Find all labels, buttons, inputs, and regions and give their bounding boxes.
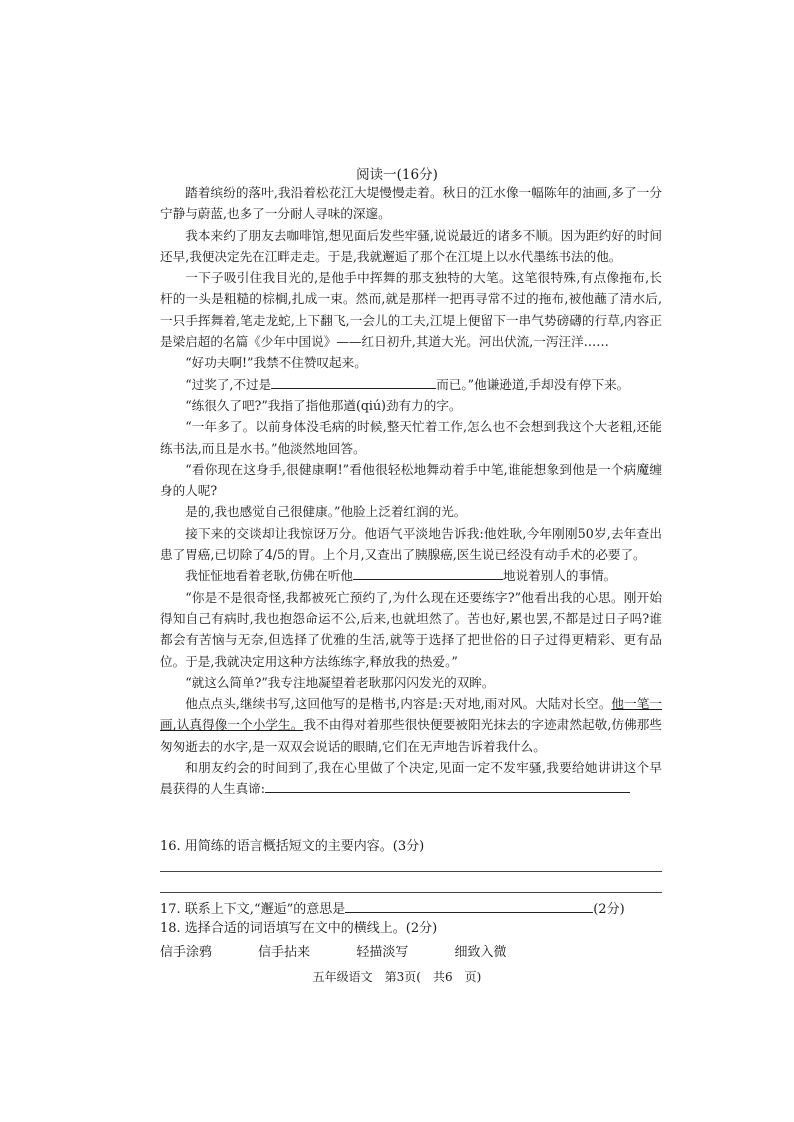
paragraph-4: “好功夫啊!”我禁不住赞叹起来。 (185, 355, 367, 371)
question-16 (160, 836, 662, 858)
paragraph-14-start: 他点点头,继续书写,这回他写的是楷书,内容是:天对地,雨对风。大陆对长空。 (185, 696, 612, 712)
paragraph-15 (160, 757, 662, 800)
question-17-text: 17. 联系上下文,“邂逅”的意思是 (160, 902, 346, 917)
fill-blank-2[interactable] (353, 567, 503, 580)
fill-blank-3[interactable] (265, 780, 630, 793)
question-17-blank[interactable] (345, 900, 593, 913)
paragraph-5 (160, 374, 662, 395)
paragraph-15-text: 和朋友约会的时间到了,我在心里做了个决定,见面一定不发牢骚,我要给她讲讲这个早晨获得的人生真谛: (160, 760, 662, 797)
option-1: 信手涂鸦 (160, 945, 213, 960)
paragraph-14 (160, 693, 662, 757)
paragraph-2: 我本来约了朋友去咖啡馆,想见面后发些牢骚,说说最近的诸多不顺。因为距约好的时间还早,我便决定先在江畔走走。于是,我就邂逅了那个在江堤上以水代墨练书法的他。 (160, 227, 662, 264)
option-2: 信手拈来 (258, 945, 311, 960)
paragraph-14-end: 我不由得对着那些很快便要被阳光抹去的字迹肃然起敬,仿佛那些匆匆逝去的水字,是一双双会说话的眼睛,它们在无声地告诉着我什么。 (160, 717, 662, 754)
paragraph-11-end: 地说着别人的事情。 (502, 568, 617, 584)
answer-line-1[interactable] (160, 871, 662, 872)
paragraph-11-start: 我怔怔地看着老耿,仿佛在听他 (185, 568, 353, 584)
word-options (160, 941, 548, 960)
paragraph-13: “就这么简单?”我专注地凝望着老耿那闪闪发光的双眸。 (185, 674, 495, 690)
underlined-sentence: 他一笔一画,认真得像一个小学生。 (160, 696, 663, 733)
passage-body (160, 182, 662, 800)
question-17-score: (2分) (593, 902, 625, 917)
paragraph-5-start: “过奖了,不过是 (185, 376, 272, 392)
page-footer: 五年级语文 第3页( 共6 页) (312, 970, 482, 984)
question-18 (160, 918, 662, 940)
paragraph-1: 踏着缤纷的落叶,我沿着松花江大堤慢慢走着。秋日的江水像一幅陈年的油画,多了一分宁静与蔚蓝,也多了一分耐人寻味的深邃。 (160, 185, 662, 222)
paragraph-8: “看你现在这身手,很健康啊!”看他很轻松地舞动着手中笔,谁能想象到他是一个病魔缠身的人呢? (160, 461, 662, 499)
question-18-text: 18. 选择合适的词语填写在文中的横线上。(2分) (160, 921, 438, 936)
paragraph-7: “一年多了。以前身体没毛病的时候,整天忙着工作,怎么也不会想到我这个大老粗,还能练书法,而且是水书。”他淡然地回答。 (160, 419, 662, 456)
paragraph-9: 是的,我也感觉自己很健康。”他脸上泛着红润的光。 (185, 504, 467, 520)
paragraph-11 (160, 565, 662, 586)
paragraph-10: 接下来的交谈却让我惊讶万分。他语气平淡地告诉我:他姓耿,今年刚刚50岁,去年查出患了胃癌,已切除了4/5的胃。上个月,又查出了胰腺癌,医生说已经没有动手术的必要了。 (160, 525, 662, 563)
option-3: 轻描淡写 (356, 945, 409, 960)
paragraph-3: 一下子吸引住我目光的,是他手中挥舞的那支独特的大笔。这笔很特殊,有点像拖布,长杆的一头是粗糙的棕榈,扎成一束。然而,就是那样一把再寻常不过的拖布,被他蘸了清水后,一只手挥舞着,笔走龙蛇,上下翻飞,一会儿的工夫,江堤上便留下一串气势磅礴的行草,内容正是梁启超的名篇《少年中国说》——红日初升,其道大光。河出伏流,一泻汪洋…… (160, 270, 662, 350)
answer-line-2[interactable] (160, 892, 662, 893)
question-16-text: 16. 用简练的语言概括短文的主要内容。(3分) (160, 839, 425, 854)
section-title: 阅读一(16分) (356, 167, 438, 183)
paragraph-6: “练很久了吧?”我指了指他那遒(qiú)劲有力的字。 (185, 397, 462, 413)
option-4: 细致入微 (454, 945, 507, 960)
paragraph-12: “你是不是很奇怪,我都被死亡预约了,为什么现在还要练字?”他看出我的心思。刚开始得知自己有病时,我也抱怨命运不公,后来,也就坦然了。苦也好,累也罢,不都是过日子吗?谁都会有苦恼与无奈,但选择了优雅的生活,就等于选择了把世俗的日子过得更精彩、更有品位。于是,我就决定用这种方法练练字,释放我的热爱。” (160, 589, 662, 669)
fill-blank-1[interactable] (271, 376, 436, 389)
paragraph-5-end: 而已。”他谦逊道,手却没有停下来。 (436, 376, 630, 392)
